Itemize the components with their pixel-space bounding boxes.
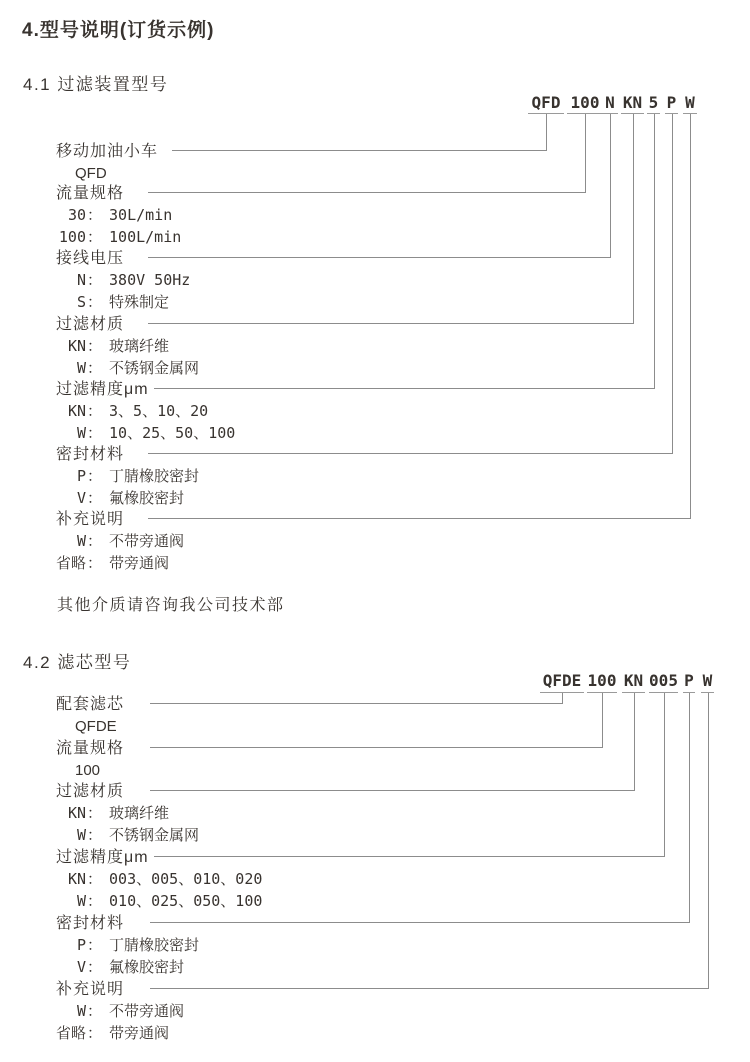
group-item-value: 氟橡胶密封 [109,958,185,976]
group-item-value: 100L/min [109,228,182,246]
leader-line [150,790,635,791]
leader-line [150,703,563,704]
group-item-code: 100 [58,228,86,246]
group-item-code: W [76,359,86,377]
group-item-value: 003、005、010、020 [109,870,263,888]
section-2-heading: 4.2 滤芯型号 [23,653,132,672]
leader-line [148,453,673,454]
leader-line [150,988,709,989]
group-item-value: 丁腈橡胶密封 [109,936,200,954]
group-item [36,555,169,572]
leader-line [154,388,655,389]
group-item-value: 不带旁通阀 [109,1002,185,1020]
group-item-value: 玻璃纤维 [109,804,170,822]
group-item [36,533,184,550]
group-item-code: P [76,936,86,954]
group-item [36,360,199,377]
connector-line [689,693,690,922]
code-segment: W [702,671,713,690]
group-item-colon: ： [87,959,103,976]
code-segment: N [605,93,615,112]
group-item-value: 特殊制定 [109,293,170,311]
group-item-value: 380V 50Hz [109,271,191,289]
connector-line [664,693,665,856]
group-item-colon: ： [87,827,103,844]
group-label: 补充说明 [56,511,125,528]
leader-line [148,518,691,519]
leader-line [148,257,611,258]
group-item [36,272,190,289]
group-item-code: KN [67,870,86,888]
connector-line [654,114,655,388]
group-item-code: V [76,489,86,507]
group-item-value: 不锈钢金属网 [109,359,200,377]
code-segment: 100 [570,93,600,112]
group-label: 接线电压 [56,250,125,267]
group-item-code: 30 [67,206,86,224]
group-item-value: 丁腈橡胶密封 [109,467,200,485]
group-label: 配套滤芯 [56,696,125,713]
group-item-value: 不带旁通阀 [109,532,185,550]
group-item-colon: ： [87,294,103,311]
group-item-value: 3、5、10、20 [109,402,209,420]
connector-line [708,693,709,988]
group-item-code: W [76,532,86,550]
group-label: 过滤精度μm [56,381,149,398]
technical-note: 其他介质请咨询我公司技术部 [57,597,285,614]
group-item-code: 省略 [55,1024,86,1042]
connector-line [602,693,603,747]
group-item [36,229,181,246]
group-item-colon: ： [87,360,103,377]
group-item [36,207,172,224]
section-1-heading: 4.1 过滤装置型号 [23,75,169,94]
group-item-code: KN [67,402,86,420]
leader-line [150,747,603,748]
leader-line [148,323,634,324]
group-item-code: KN [67,804,86,822]
group-item [36,827,199,844]
group-label: 密封材料 [56,446,125,463]
code-segment: 100 [587,671,617,690]
page-title: 4.型号说明(订货示例) [22,20,215,41]
group-item [36,490,184,507]
group-item-value: 010、025、050、100 [109,892,263,910]
group-item [36,403,208,420]
connector-line [633,114,634,323]
group-item [36,1025,169,1042]
group-item [36,1003,184,1020]
group-item-value: 带旁通阀 [109,554,170,572]
group-item-value: 100 [75,762,101,779]
connector-line [690,114,691,518]
group-label: 过滤精度μm [56,849,149,866]
code-segment: QFDE [542,671,582,690]
group-label: 过滤材质 [56,316,125,333]
code-segment: W [685,93,695,112]
code-segment: P [684,671,694,690]
code-segment: P [666,93,677,112]
group-item-code: N [76,271,86,289]
group-item-colon: ： [87,425,103,442]
group-item-code: W [76,1002,86,1020]
group-item [36,937,199,954]
code-segment: 5 [648,93,659,112]
group-item-colon: ： [87,1003,103,1020]
group-item-colon: ： [87,1025,103,1042]
code-segment: KN [623,671,644,690]
group-label: 流量规格 [56,740,125,757]
connector-line [672,114,673,453]
leader-line [154,856,665,857]
group-item-colon: ： [87,403,103,420]
code-segment: QFD [531,93,561,112]
leader-line [150,922,690,923]
group-item-value: 带旁通阀 [109,1024,170,1042]
group-item [36,893,262,910]
leader-line [148,192,586,193]
group-item-value: 玻璃纤维 [109,337,170,355]
code-segment: KN [622,93,643,112]
group-item-colon: ： [87,893,103,910]
code-segment: 005 [649,671,678,690]
connector-line [634,693,635,790]
group-item-colon: ： [87,272,103,289]
group-item-value: 30L/min [109,206,173,224]
group-item [36,425,235,442]
group-item-code: W [76,826,86,844]
connector-line [562,693,563,703]
group-item-colon: ： [87,805,103,822]
group-item-colon: ： [87,533,103,550]
group-item [36,468,199,485]
group-item [36,294,169,311]
group-item-code: W [76,424,86,442]
group-item-colon: ： [87,468,103,485]
group-label: 移动加油小车 [56,143,159,160]
group-item-value: QFD [75,165,107,182]
group-item-colon: ： [87,490,103,507]
group-item-code: V [76,958,86,976]
group-item-colon: ： [87,871,103,888]
group-label: 过滤材质 [56,783,125,800]
connector-line [610,114,611,257]
group-item-code: 省略 [55,554,86,572]
group-item-code: S [76,293,86,311]
group-item [36,805,169,822]
group-label: 补充说明 [56,981,125,998]
group-item-value: 氟橡胶密封 [109,489,185,507]
group-item-code: W [76,892,86,910]
group-item-value: 不锈钢金属网 [109,826,200,844]
group-item-code: P [76,467,86,485]
connector-line [585,114,586,192]
leader-line [172,150,547,151]
group-item-value: 10、25、50、100 [109,424,236,442]
group-item-colon: ： [87,207,103,224]
connector-line [546,114,547,150]
group-label: 密封材料 [56,915,125,932]
group-item [36,959,184,976]
group-item [36,338,169,355]
group-item-colon: ： [87,338,103,355]
group-item-colon: ： [87,229,103,246]
group-item-value: QFDE [75,718,117,735]
group-item-colon: ： [87,555,103,572]
group-item-colon: ： [87,937,103,954]
group-label: 流量规格 [56,185,125,202]
group-item-code: KN [67,337,86,355]
group-item [36,871,262,888]
